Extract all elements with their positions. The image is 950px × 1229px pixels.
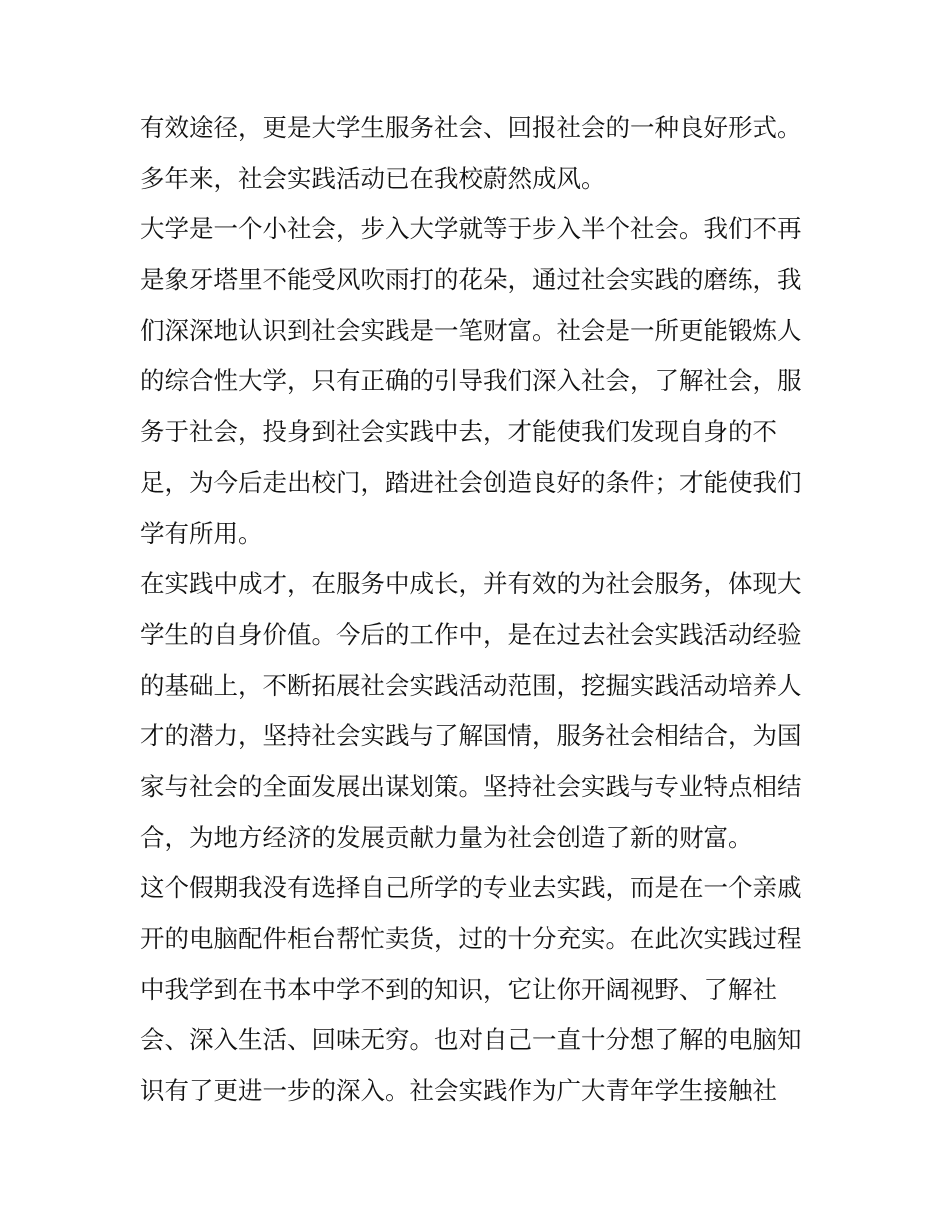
text-line: 在实践中成才，在服务中成长，并有效的为社会服务，体现大	[140, 569, 802, 599]
text-line: 有效途径，更是大学生服务社会、回报社会的一种良好形式。	[140, 113, 802, 142]
text-line: 的综合性大学，只有正确的引导我们深入社会，了解社会，服	[140, 366, 802, 396]
text-line: 中我学到在书本中学不到的知识，它让你开阔视野、了解社	[140, 974, 777, 1004]
text-line: 这个假期我没有选择自己所学的专业去实践，而是在一个亲戚	[140, 873, 802, 903]
text-line: 才的潜力，坚持社会实践与了解国情，服务社会相结合，为国	[140, 721, 802, 751]
body-text	[140, 103, 820, 1117]
text-line: 学有所用。	[140, 518, 263, 548]
text-line: 合，为地方经济的发展贡献力量为社会创造了新的财富。	[140, 822, 753, 852]
text-line: 的基础上，不断拓展社会实践活动范围，挖掘实践活动培养人	[140, 670, 802, 700]
text-line: 大学是一个小社会，步入大学就等于步入半个社会。我们不再	[140, 214, 802, 244]
text-line: 足，为今后走出校门，踏进社会创造良好的条件；才能使我们	[140, 467, 802, 497]
text-line: 多年来，社会实践活动已在我校蔚然成风。	[140, 163, 606, 193]
text-line: 是象牙塔里不能受风吹雨打的花朵，通过社会实践的磨练，我	[140, 265, 802, 295]
text-line: 开的电脑配件柜台帮忙卖货，过的十分充实。在此次实践过程	[140, 924, 802, 953]
text-line: 识有了更进一步的深入。社会实践作为广大青年学生接触社	[140, 1076, 777, 1106]
text-line: 学生的自身价值。今后的工作中，是在过去社会实践活动经验	[140, 619, 802, 649]
text-line: 家与社会的全面发展出谋划策。坚持社会实践与专业特点相结	[140, 771, 802, 801]
text-line: 们深深地认识到社会实践是一笔财富。社会是一所更能锻炼人	[140, 315, 802, 345]
text-line: 务于社会，投身到社会实践中去，才能使我们发现自身的不	[140, 417, 777, 447]
text-line: 会、深入生活、回味无穷。也对自己一直十分想了解的电脑知	[140, 1025, 802, 1055]
